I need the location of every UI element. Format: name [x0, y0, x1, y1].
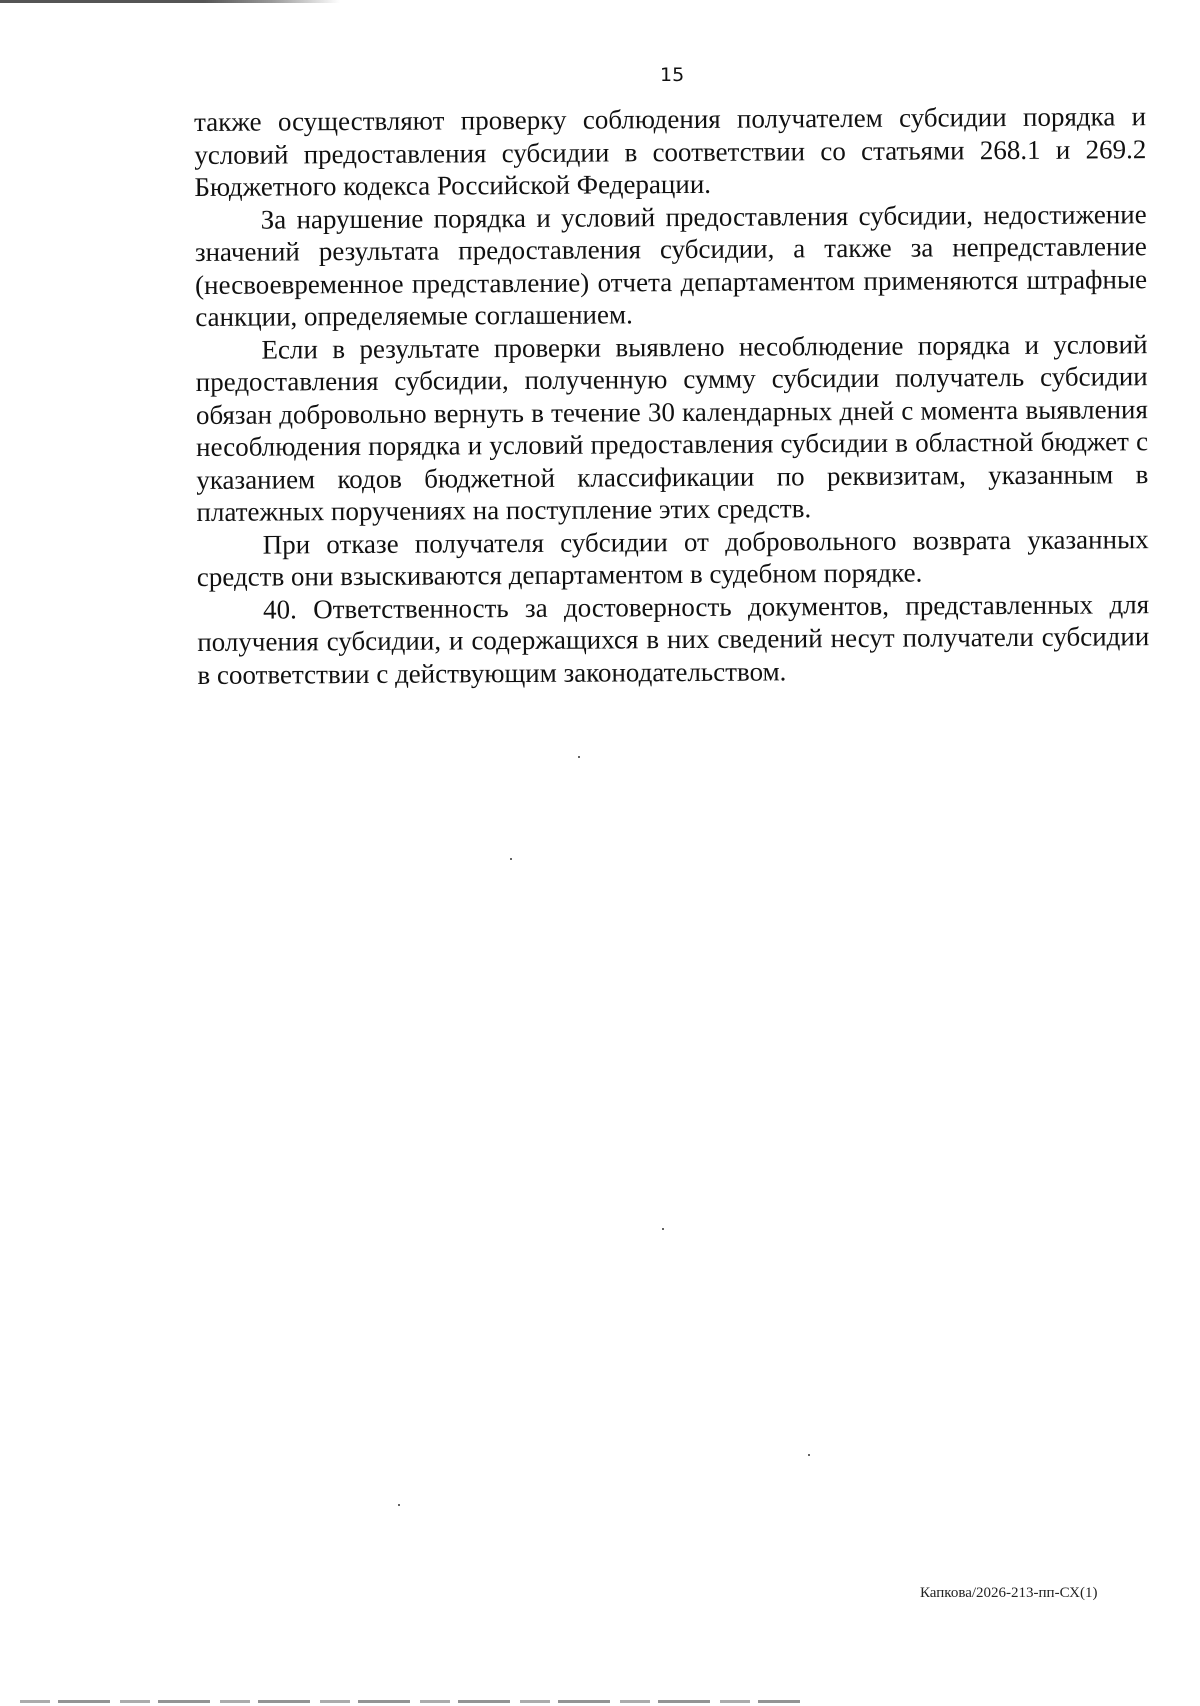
scan-speck — [578, 756, 580, 758]
paragraph-clause-40: 40. Ответственность за достоверность документов, представленных для получения субсидии, и содержащихся в них сведений несут получатели субсидии в соответствии с действующим законодательством. — [197, 588, 1150, 690]
scan-edge-top — [0, 0, 340, 3]
page-number: 15 — [660, 64, 685, 86]
scan-speck — [398, 1504, 400, 1506]
paragraph-court-recovery: При отказе получателя субсидии от добровольного возврата указанных средств они взыскиваются департаментом в судебном порядке. — [196, 523, 1149, 592]
scan-edge-bottom — [20, 1700, 800, 1703]
scan-speck — [808, 1454, 810, 1456]
paragraph-refund: Если в результате проверки выявлено несоблюдение порядка и условий предоставления субсидии, полученную сумму субсидии получатель субсидии обязан добровольно вернуть в течение 30 календарных дней с момента выявления несоблюдения порядка и условий предоставления субсидии в областной бюджет с указанием кодов бюджетной классификации по реквизитам, указанным в платежных поручениях на поступление этих средств. — [195, 328, 1149, 527]
paragraph-penalties: За нарушение порядка и условий предоставления субсидии, недостижение значений результата предоставления субсидии, а также за непредставление (несвоевременное представление) отчета департаментом применяются штрафные санкции, определяемые соглашением. — [194, 198, 1148, 332]
scan-speck — [662, 1228, 664, 1230]
document-footer-code: Капкова/2026-213-пп-СХ(1) — [920, 1585, 1098, 1601]
scan-speck — [510, 858, 512, 860]
paragraph-continuation: также осуществляют проверку соблюдения получателем субсидии порядка и условий предоставления субсидии в соответствии со статьями 268.1 и 269.2 Бюджетного кодекса Российской Федерации. — [194, 101, 1147, 202]
document-body — [194, 100, 1150, 691]
